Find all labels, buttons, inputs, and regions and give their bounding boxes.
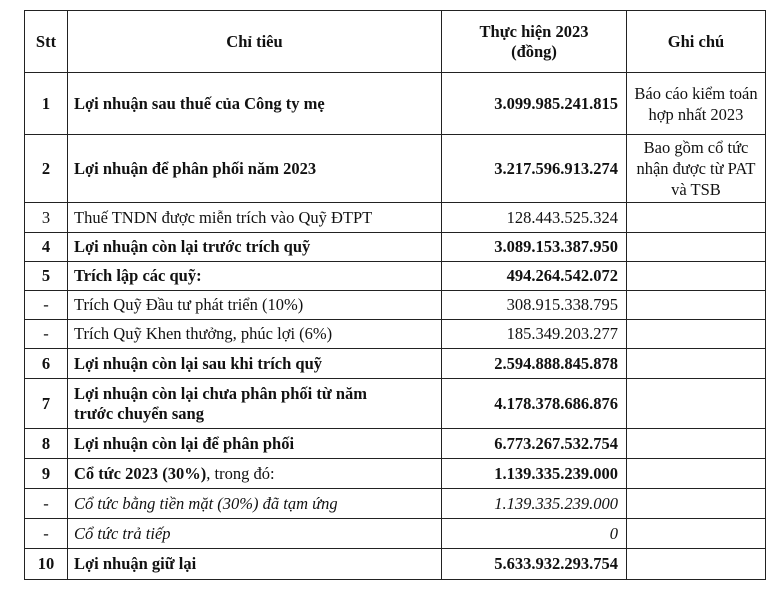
profit-distribution-table xyxy=(24,10,766,580)
row-note xyxy=(627,262,766,291)
row-amount: 3.217.596.913.274 xyxy=(442,135,627,203)
row-amount: 3.089.153.387.950 xyxy=(442,233,627,262)
header-actual-line1: Thực hiện 2023 xyxy=(479,21,589,41)
note-line: nhận được từ PAT xyxy=(636,159,756,178)
header-actual-line2: (đồng) xyxy=(511,41,557,61)
row-label-line: Lợi nhuận còn lại chưa phân phối từ năm xyxy=(74,383,368,403)
header-indicator: Chỉ tiêu xyxy=(68,11,442,73)
profit-distribution-document xyxy=(24,10,765,580)
table-row xyxy=(25,262,766,291)
row-label-rest: , trong đó: xyxy=(206,463,275,483)
table-row xyxy=(25,233,766,262)
note-line: Báo cáo kiểm toán xyxy=(634,83,758,103)
note-line: Bao gồm cổ tức xyxy=(643,138,749,157)
table-row xyxy=(25,135,766,203)
row-note xyxy=(627,549,766,580)
row-label-bold: Cổ tức 2023 (30%) xyxy=(74,463,207,483)
row-amount: 0 xyxy=(442,519,627,549)
row-stt: 1 xyxy=(25,73,68,135)
row-note xyxy=(627,459,766,489)
table-row xyxy=(25,459,766,489)
row-note xyxy=(627,233,766,262)
row-stt: 8 xyxy=(25,429,68,459)
row-label: Trích Quỹ Khen thưởng, phúc lợi (6%) xyxy=(68,320,442,349)
header-actual-2023 xyxy=(442,11,627,73)
table-row xyxy=(25,320,766,349)
table-row xyxy=(25,291,766,320)
row-amount: 4.178.378.686.876 xyxy=(442,379,627,429)
table-row xyxy=(25,549,766,580)
row-amount: 494.264.542.072 xyxy=(442,262,627,291)
table-row xyxy=(25,203,766,233)
row-label xyxy=(68,379,442,429)
header-note: Ghi chú xyxy=(627,11,766,73)
table-row xyxy=(25,519,766,549)
header-stt: Stt xyxy=(25,11,68,73)
row-note xyxy=(627,349,766,379)
row-note xyxy=(627,429,766,459)
table-row xyxy=(25,489,766,519)
row-label: Lợi nhuận sau thuế của Công ty mẹ xyxy=(68,73,442,135)
row-amount: 1.139.335.239.000 xyxy=(442,489,627,519)
row-label: Lợi nhuận còn lại để phân phối xyxy=(68,429,442,459)
row-stt: 6 xyxy=(25,349,68,379)
row-amount: 128.443.525.324 xyxy=(442,203,627,233)
row-note xyxy=(627,379,766,429)
row-amount: 1.139.335.239.000 xyxy=(442,459,627,489)
row-note xyxy=(627,203,766,233)
table-header-row xyxy=(25,11,766,73)
row-amount: 6.773.267.532.754 xyxy=(442,429,627,459)
table-row xyxy=(25,73,766,135)
row-stt: 10 xyxy=(25,549,68,580)
row-amount: 308.915.338.795 xyxy=(442,291,627,320)
row-note xyxy=(627,320,766,349)
table-row xyxy=(25,379,766,429)
row-note xyxy=(627,73,766,135)
row-stt: - xyxy=(25,489,68,519)
row-stt: 3 xyxy=(25,203,68,233)
row-stt: - xyxy=(25,320,68,349)
row-note xyxy=(627,519,766,549)
row-note xyxy=(627,135,766,203)
row-stt: 9 xyxy=(25,459,68,489)
row-label: Trích lập các quỹ: xyxy=(68,262,442,291)
row-note xyxy=(627,489,766,519)
table-row xyxy=(25,429,766,459)
row-label: Lợi nhuận còn lại trước trích quỹ xyxy=(68,233,442,262)
row-label: Trích Quỹ Đầu tư phát triển (10%) xyxy=(68,291,442,320)
note-line: và TSB xyxy=(671,180,721,199)
row-stt: - xyxy=(25,291,68,320)
row-label: Lợi nhuận giữ lại xyxy=(68,549,442,580)
row-label: Cổ tức trả tiếp xyxy=(68,519,442,549)
table-row xyxy=(25,349,766,379)
row-stt: 4 xyxy=(25,233,68,262)
row-stt: 2 xyxy=(25,135,68,203)
row-amount: 185.349.203.277 xyxy=(442,320,627,349)
row-label: Cổ tức bằng tiền mặt (30%) đã tạm ứng xyxy=(68,489,442,519)
row-label: Lợi nhuận để phân phối năm 2023 xyxy=(68,135,442,203)
row-note xyxy=(627,291,766,320)
note-line: hợp nhất 2023 xyxy=(648,104,744,124)
row-amount: 5.633.932.293.754 xyxy=(442,549,627,580)
row-amount: 3.099.985.241.815 xyxy=(442,73,627,135)
row-stt: 5 xyxy=(25,262,68,291)
row-label xyxy=(68,459,442,489)
row-label: Thuế TNDN được miễn trích vào Quỹ ĐTPT xyxy=(68,203,442,233)
row-stt: - xyxy=(25,519,68,549)
row-label: Lợi nhuận còn lại sau khi trích quỹ xyxy=(68,349,442,379)
row-stt: 7 xyxy=(25,379,68,429)
row-amount: 2.594.888.845.878 xyxy=(442,349,627,379)
row-label-line: trước chuyển sang xyxy=(74,403,204,423)
